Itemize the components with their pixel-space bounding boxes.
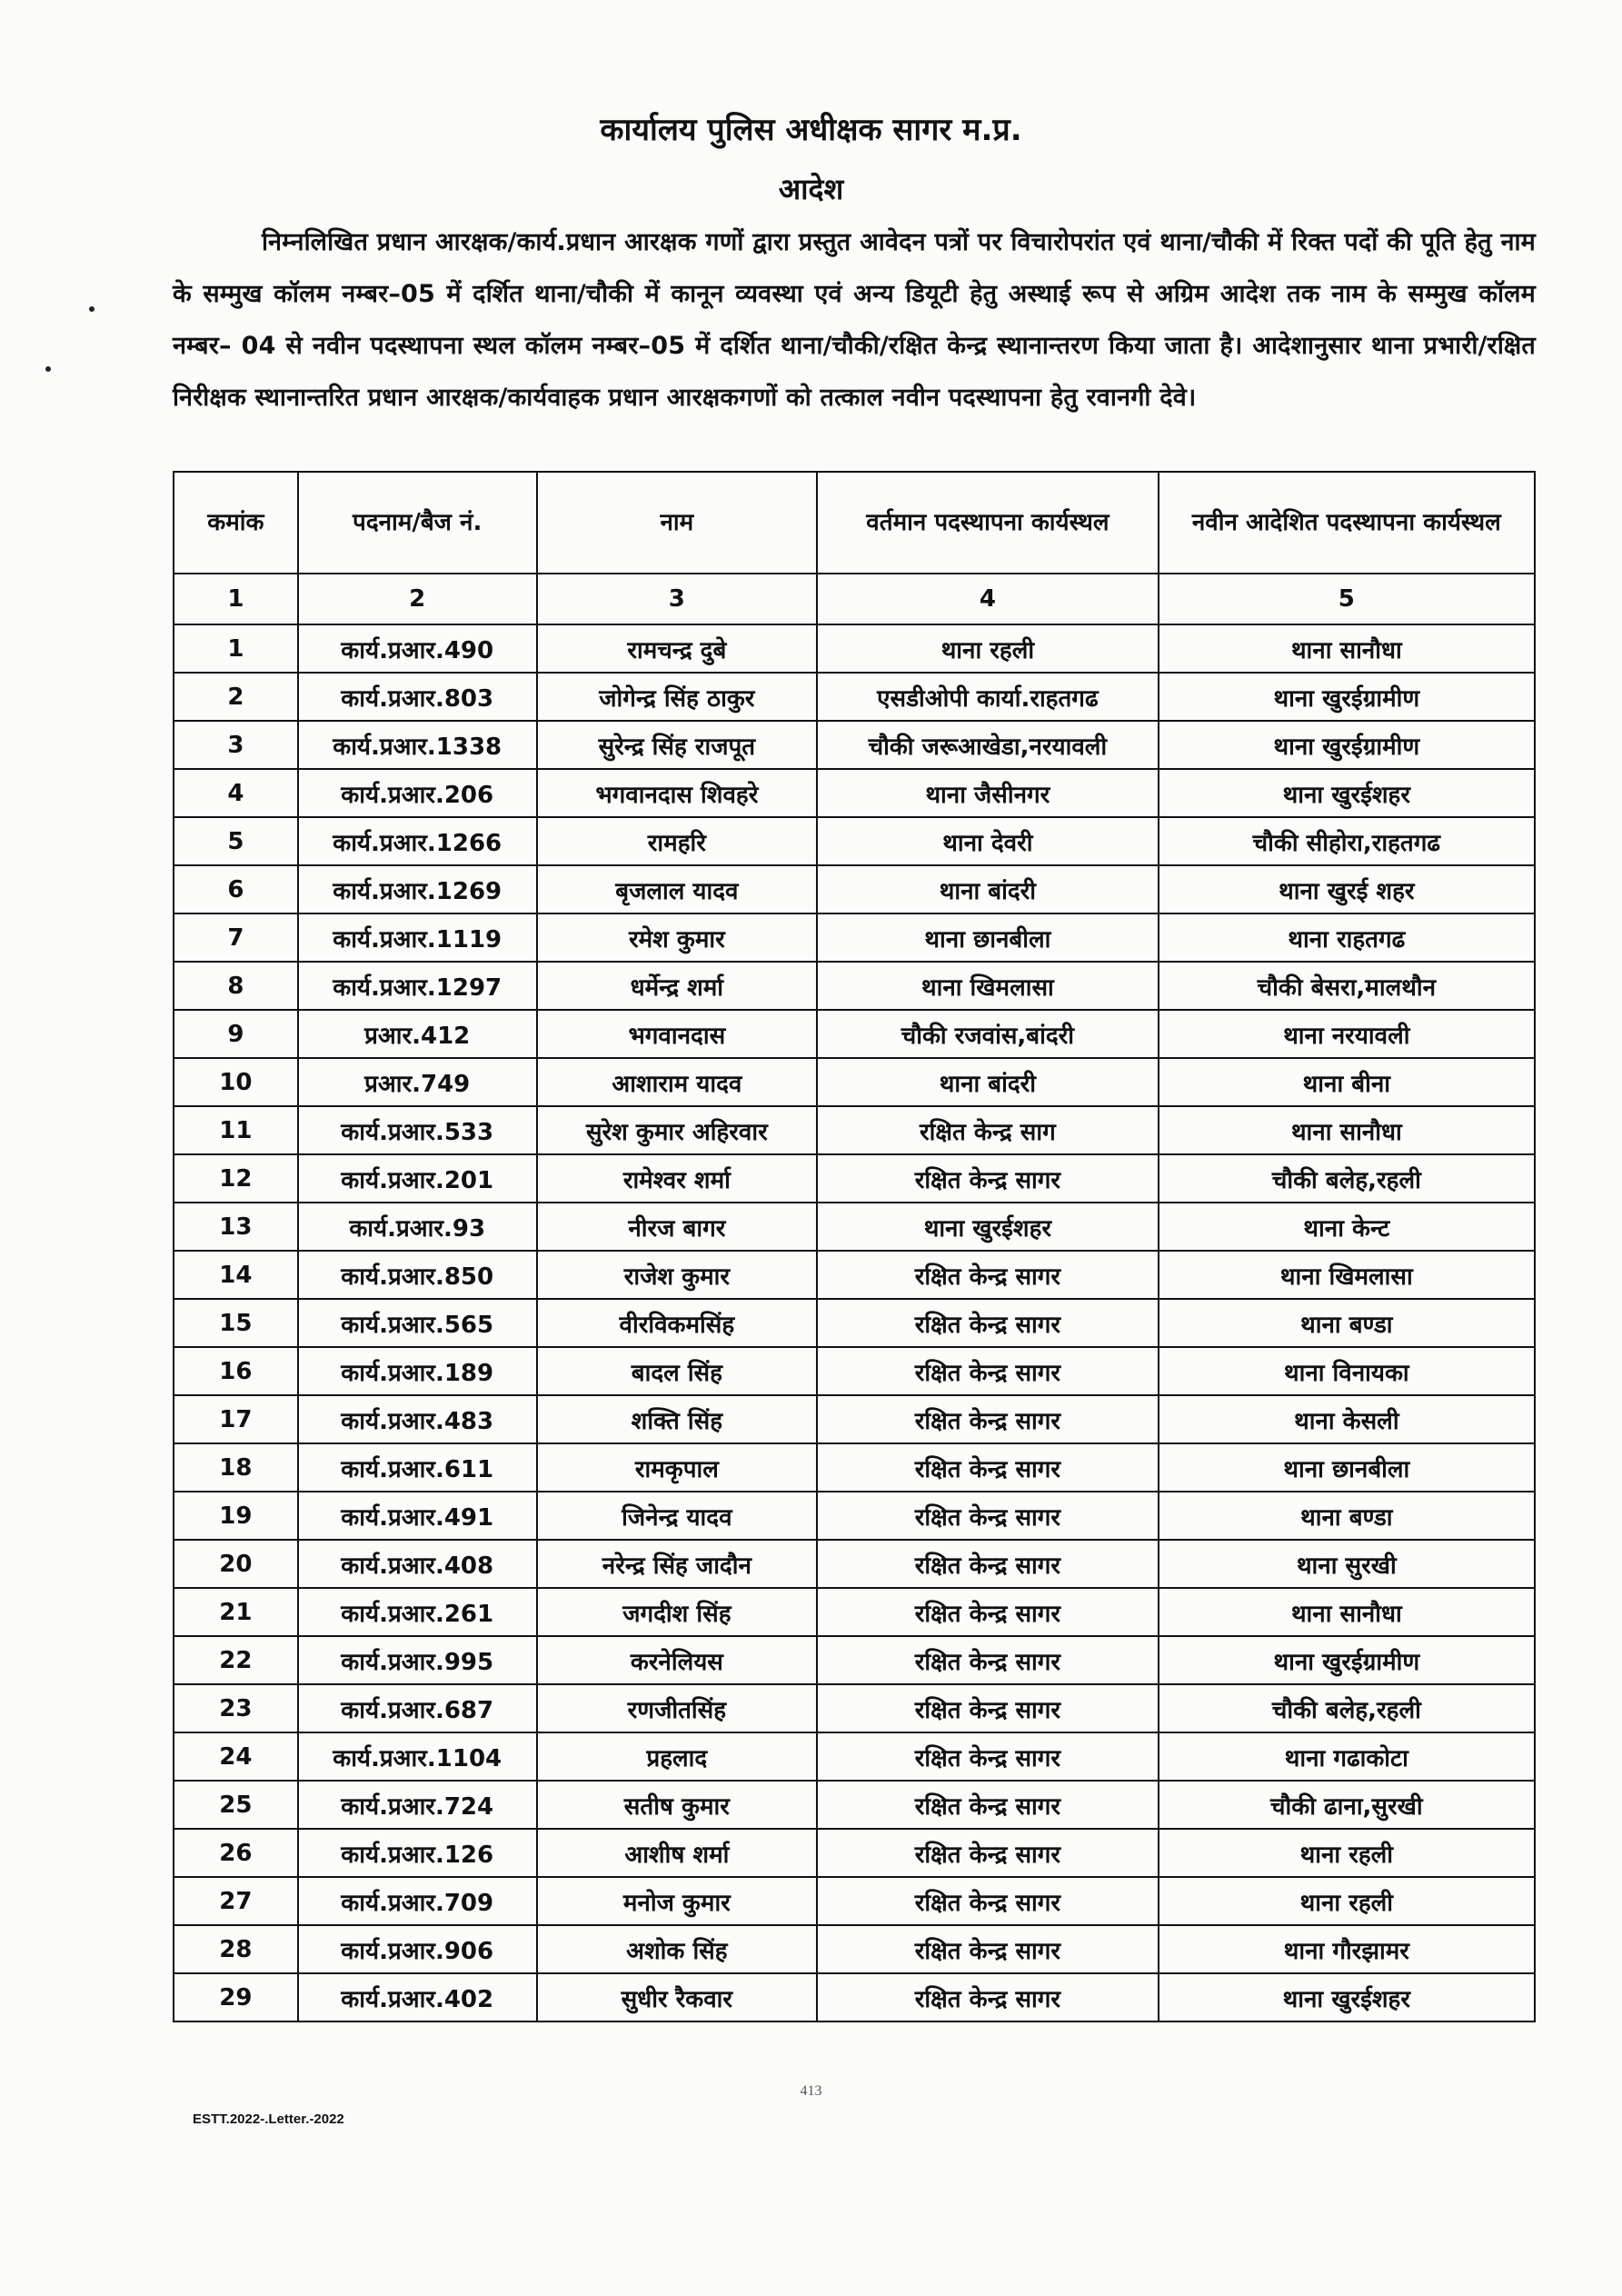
cell-serial: 12 — [174, 1154, 298, 1203]
cell-name: आशीष शर्मा — [537, 1829, 818, 1877]
scan-dot — [89, 306, 95, 312]
cell-name: जगदीश सिंह — [537, 1588, 818, 1636]
cell-current-posting: रक्षित केन्द्र सागर — [817, 1299, 1159, 1347]
cell-name: रामकृपाल — [537, 1443, 818, 1492]
cell-designation: कार्य.प्रआर.565 — [298, 1299, 537, 1347]
office-title: कार्यालय पुलिस अधीक्षक सागर म.प्र. — [600, 112, 1022, 148]
cell-new-posting: थाना सुरखी — [1159, 1540, 1535, 1588]
cell-name: आशाराम यादव — [537, 1058, 818, 1106]
column-number: 5 — [1159, 574, 1535, 624]
cell-current-posting: रक्षित केन्द्र सागर — [817, 1251, 1159, 1299]
cell-current-posting: थाना छानबीला — [817, 913, 1159, 962]
column-number: 1 — [174, 574, 298, 624]
cell-current-posting: थाना बांदरी — [817, 865, 1159, 913]
cell-current-posting: थाना जैसीनगर — [817, 769, 1159, 817]
cell-serial: 29 — [174, 1973, 298, 2021]
table-row — [174, 1684, 1535, 1732]
cell-serial: 23 — [174, 1684, 298, 1732]
cell-designation: कार्य.प्रआर.408 — [298, 1540, 537, 1588]
header-current-posting: वर्तमान पदस्थापना कार्यस्थल — [817, 472, 1159, 574]
table-row — [174, 1588, 1535, 1636]
cell-designation: कार्य.प्रआर.1266 — [298, 817, 537, 865]
cell-designation: कार्य.प्रआर.611 — [298, 1443, 537, 1492]
order-title: आदेश — [778, 172, 844, 206]
cell-name: रमेश कुमार — [537, 913, 818, 962]
cell-designation: कार्य.प्रआर.402 — [298, 1973, 537, 2021]
cell-designation: कार्य.प्रआर.206 — [298, 769, 537, 817]
cell-designation: कार्य.प्रआर.491 — [298, 1492, 537, 1540]
cell-current-posting: रक्षित केन्द्र साग — [817, 1106, 1159, 1154]
cell-current-posting: एसडीओपी कार्या.राहतगढ — [817, 673, 1159, 721]
cell-current-posting: थाना खुरईशहर — [817, 1203, 1159, 1251]
cell-serial: 13 — [174, 1203, 298, 1251]
cell-designation: कार्य.प्रआर.803 — [298, 673, 537, 721]
cell-serial: 8 — [174, 962, 298, 1010]
cell-name: भगवानदास शिवहरे — [537, 769, 818, 817]
cell-name: करनेलियस — [537, 1636, 818, 1684]
cell-new-posting: थाना सानौधा — [1159, 1106, 1535, 1154]
cell-current-posting: रक्षित केन्द्र सागर — [817, 1347, 1159, 1395]
cell-current-posting: रक्षित केन्द्र सागर — [817, 1732, 1159, 1781]
cell-current-posting: रक्षित केन्द्र सागर — [817, 1492, 1159, 1540]
table-row — [174, 721, 1535, 769]
table-row — [174, 1347, 1535, 1395]
cell-new-posting: चौकी ढाना,सुरखी — [1159, 1781, 1535, 1829]
cell-designation: कार्य.प्रआर.483 — [298, 1395, 537, 1443]
cell-name: रामेश्वर शर्मा — [537, 1154, 818, 1203]
cell-current-posting: रक्षित केन्द्र सागर — [817, 1540, 1159, 1588]
cell-name: प्रहलाद — [537, 1732, 818, 1781]
cell-serial: 6 — [174, 865, 298, 913]
cell-name: मनोज कुमार — [537, 1877, 818, 1925]
cell-designation: कार्य.प्रआर.533 — [298, 1106, 537, 1154]
table-row — [174, 1203, 1535, 1251]
header-name: नाम — [537, 472, 818, 574]
cell-new-posting: थाना खुरईग्रामीण — [1159, 721, 1535, 769]
table-row — [174, 1540, 1535, 1588]
cell-new-posting: थाना खुरईग्रामीण — [1159, 673, 1535, 721]
cell-name: जोगेन्द्र सिंह ठाकुर — [537, 673, 818, 721]
table-row — [174, 1973, 1535, 2021]
cell-designation: कार्य.प्रआर.201 — [298, 1154, 537, 1203]
cell-new-posting: थाना केसली — [1159, 1395, 1535, 1443]
cell-name: वीरविकमसिंह — [537, 1299, 818, 1347]
column-number: 4 — [817, 574, 1159, 624]
cell-designation: कार्य.प्रआर.687 — [298, 1684, 537, 1732]
cell-new-posting: थाना नरयावली — [1159, 1010, 1535, 1058]
header-designation: पदनाम/बैज नं. — [298, 472, 537, 574]
cell-name: सुरेन्द्र सिंह राजपूत — [537, 721, 818, 769]
cell-new-posting: चौकी बेसरा,मालथौन — [1159, 962, 1535, 1010]
cell-current-posting: रक्षित केन्द्र सागर — [817, 1588, 1159, 1636]
cell-current-posting: रक्षित केन्द्र सागर — [817, 1781, 1159, 1829]
cell-new-posting: थाना बण्डा — [1159, 1299, 1535, 1347]
header-serial: कमांक — [174, 472, 298, 574]
cell-serial: 22 — [174, 1636, 298, 1684]
column-number-row — [174, 574, 1535, 624]
table-row — [174, 1781, 1535, 1829]
cell-new-posting: चौकी सीहोरा,राहतगढ — [1159, 817, 1535, 865]
cell-serial: 26 — [174, 1829, 298, 1877]
table-row — [174, 865, 1535, 913]
cell-name: नीरज बागर — [537, 1203, 818, 1251]
cell-current-posting: थाना बांदरी — [817, 1058, 1159, 1106]
table-row — [174, 1636, 1535, 1684]
cell-serial: 15 — [174, 1299, 298, 1347]
cell-new-posting: थाना केन्ट — [1159, 1203, 1535, 1251]
table-row — [174, 962, 1535, 1010]
table-body — [174, 624, 1535, 2021]
cell-current-posting: रक्षित केन्द्र सागर — [817, 1684, 1159, 1732]
cell-designation: कार्य.प्रआर.1119 — [298, 913, 537, 962]
cell-current-posting: रक्षित केन्द्र सागर — [817, 1636, 1159, 1684]
cell-name: बृजलाल यादव — [537, 865, 818, 913]
header-new-posting: नवीन आदेशित पदस्थापना कार्यस्थल — [1159, 472, 1535, 574]
cell-new-posting: थाना खुरईशहर — [1159, 1973, 1535, 2021]
cell-current-posting: रक्षित केन्द्र सागर — [817, 1443, 1159, 1492]
cell-designation: कार्य.प्रआर.709 — [298, 1877, 537, 1925]
scan-dot — [45, 366, 51, 372]
cell-new-posting: थाना खिमलासा — [1159, 1251, 1535, 1299]
table-row — [174, 1492, 1535, 1540]
table-row — [174, 913, 1535, 962]
order-paragraph: निम्नलिखित प्रधान आरक्षक/कार्य.प्रधान आरक्षक गणों द्वारा प्रस्तुत आवेदन पत्रों पर विचारोपरांत एवं थाना/चौकी में रिक्त पदों की पूति हेतु नाम के सम्मुख कॉलम नम्बर–05 में दर्शित थाना/चौकी में कानून व्यवस्था एवं अन्य डियूटी हेतु अस्थाई रूप से अग्रिम आदेश तक नाम के सम्मुख कॉलम नम्बर– 04 से नवीन पदस्थापना स्थल कॉलम नम्बर–05 में दर्शित थाना/चौकी/रक्षित केन्द्र स्थानान्तरण किया जाता है। आदेशानुसार थाना प्रभारी/रक्षित निरीक्षक स्थानान्तरित प्रधान आरक्षक/कार्यवाहक प्रधान आरक्षकगणों को तत्काल नवीन पदस्थापना हेतु रवानगी देवे। — [173, 228, 1536, 412]
cell-name: भगवानदास — [537, 1010, 818, 1058]
cell-new-posting: थाना बण्डा — [1159, 1492, 1535, 1540]
cell-designation: कार्य.प्रआर.1104 — [298, 1732, 537, 1781]
cell-name: अशोक सिंह — [537, 1925, 818, 1973]
cell-name: नरेन्द्र सिंह जादौन — [537, 1540, 818, 1588]
cell-serial: 21 — [174, 1588, 298, 1636]
cell-designation: कार्य.प्रआर.850 — [298, 1251, 537, 1299]
cell-serial: 7 — [174, 913, 298, 962]
cell-new-posting: थाना राहतगढ — [1159, 913, 1535, 962]
table-row — [174, 1251, 1535, 1299]
cell-new-posting: थाना छानबीला — [1159, 1443, 1535, 1492]
page-number: 413 — [800, 2083, 822, 2099]
cell-new-posting: थाना रहली — [1159, 1829, 1535, 1877]
column-number: 3 — [537, 574, 818, 624]
cell-new-posting: थाना गढाकोटा — [1159, 1732, 1535, 1781]
transfer-table — [173, 471, 1536, 2022]
table-row — [174, 1010, 1535, 1058]
table-row — [174, 1154, 1535, 1203]
cell-new-posting: थाना सानौधा — [1159, 1588, 1535, 1636]
cell-current-posting: थाना देवरी — [817, 817, 1159, 865]
cell-serial: 25 — [174, 1781, 298, 1829]
cell-serial: 24 — [174, 1732, 298, 1781]
cell-name: शक्ति सिंह — [537, 1395, 818, 1443]
cell-serial: 1 — [174, 624, 298, 673]
cell-serial: 2 — [174, 673, 298, 721]
table-row — [174, 1829, 1535, 1877]
cell-name: बादल सिंह — [537, 1347, 818, 1395]
cell-designation: कार्य.प्रआर.261 — [298, 1588, 537, 1636]
cell-serial: 3 — [174, 721, 298, 769]
cell-current-posting: रक्षित केन्द्र सागर — [817, 1973, 1159, 2021]
cell-new-posting: थाना बीना — [1159, 1058, 1535, 1106]
cell-serial: 5 — [174, 817, 298, 865]
cell-designation: कार्य.प्रआर.995 — [298, 1636, 537, 1684]
cell-current-posting: रक्षित केन्द्र सागर — [817, 1877, 1159, 1925]
cell-serial: 4 — [174, 769, 298, 817]
cell-designation: कार्य.प्रआर.126 — [298, 1829, 537, 1877]
cell-new-posting: थाना रहली — [1159, 1877, 1535, 1925]
cell-current-posting: थाना खिमलासा — [817, 962, 1159, 1010]
cell-designation: कार्य.प्रआर.906 — [298, 1925, 537, 1973]
cell-serial: 16 — [174, 1347, 298, 1395]
cell-designation: कार्य.प्रआर.93 — [298, 1203, 537, 1251]
cell-designation: प्रआर.749 — [298, 1058, 537, 1106]
cell-new-posting: थाना गौरझामर — [1159, 1925, 1535, 1973]
cell-designation: कार्य.प्रआर.490 — [298, 624, 537, 673]
table-row — [174, 1443, 1535, 1492]
cell-name: रामचन्द्र दुबे — [537, 624, 818, 673]
table-row — [174, 1395, 1535, 1443]
cell-new-posting: थाना खुरईशहर — [1159, 769, 1535, 817]
cell-new-posting: चौकी बलेह,रहली — [1159, 1154, 1535, 1203]
cell-name: राजेश कुमार — [537, 1251, 818, 1299]
cell-current-posting: रक्षित केन्द्र सागर — [817, 1925, 1159, 1973]
table-row — [174, 673, 1535, 721]
cell-serial: 28 — [174, 1925, 298, 1973]
cell-serial: 14 — [174, 1251, 298, 1299]
column-number: 2 — [298, 574, 537, 624]
cell-name: धर्मेन्द्र शर्मा — [537, 962, 818, 1010]
cell-name: सुधीर रैकवार — [537, 1973, 818, 2021]
cell-serial: 19 — [174, 1492, 298, 1540]
cell-new-posting: थाना खुरईग्रामीण — [1159, 1636, 1535, 1684]
table-row — [174, 1925, 1535, 1973]
table-row — [174, 817, 1535, 865]
cell-designation: कार्य.प्रआर.724 — [298, 1781, 537, 1829]
cell-new-posting: थाना विनायका — [1159, 1347, 1535, 1395]
footer-reference: ESTT.2022-.Letter.-2022 — [193, 2111, 344, 2127]
cell-designation: कार्य.प्रआर.1269 — [298, 865, 537, 913]
cell-name: रामहरि — [537, 817, 818, 865]
cell-designation: कार्य.प्रआर.1297 — [298, 962, 537, 1010]
cell-new-posting: चौकी बलेह,रहली — [1159, 1684, 1535, 1732]
cell-current-posting: चौकी जरूआखेडा,नरयावली — [817, 721, 1159, 769]
cell-serial: 11 — [174, 1106, 298, 1154]
cell-name: रणजीतसिंह — [537, 1684, 818, 1732]
cell-serial: 20 — [174, 1540, 298, 1588]
table-row — [174, 624, 1535, 673]
cell-designation: कार्य.प्रआर.1338 — [298, 721, 537, 769]
cell-new-posting: थाना खुरई शहर — [1159, 865, 1535, 913]
cell-current-posting: रक्षित केन्द्र सागर — [817, 1154, 1159, 1203]
cell-serial: 9 — [174, 1010, 298, 1058]
document-header — [0, 107, 1622, 208]
cell-new-posting: थाना सानौधा — [1159, 624, 1535, 673]
table-row — [174, 1877, 1535, 1925]
cell-name: सुरेश कुमार अहिरवार — [537, 1106, 818, 1154]
cell-current-posting: चौकी रजवांस,बांदरी — [817, 1010, 1159, 1058]
table-row — [174, 1058, 1535, 1106]
table-row — [174, 1732, 1535, 1781]
cell-current-posting: थाना रहली — [817, 624, 1159, 673]
cell-name: जिनेन्द्र यादव — [537, 1492, 818, 1540]
table-header-row — [174, 472, 1535, 574]
table-row — [174, 1299, 1535, 1347]
cell-designation: कार्य.प्रआर.189 — [298, 1347, 537, 1395]
cell-serial: 27 — [174, 1877, 298, 1925]
table-row — [174, 769, 1535, 817]
cell-current-posting: रक्षित केन्द्र सागर — [817, 1395, 1159, 1443]
cell-current-posting: रक्षित केन्द्र सागर — [817, 1829, 1159, 1877]
table-row — [174, 1106, 1535, 1154]
cell-designation: प्रआर.412 — [298, 1010, 537, 1058]
cell-name: सतीष कुमार — [537, 1781, 818, 1829]
cell-serial: 18 — [174, 1443, 298, 1492]
cell-serial: 10 — [174, 1058, 298, 1106]
cell-serial: 17 — [174, 1395, 298, 1443]
